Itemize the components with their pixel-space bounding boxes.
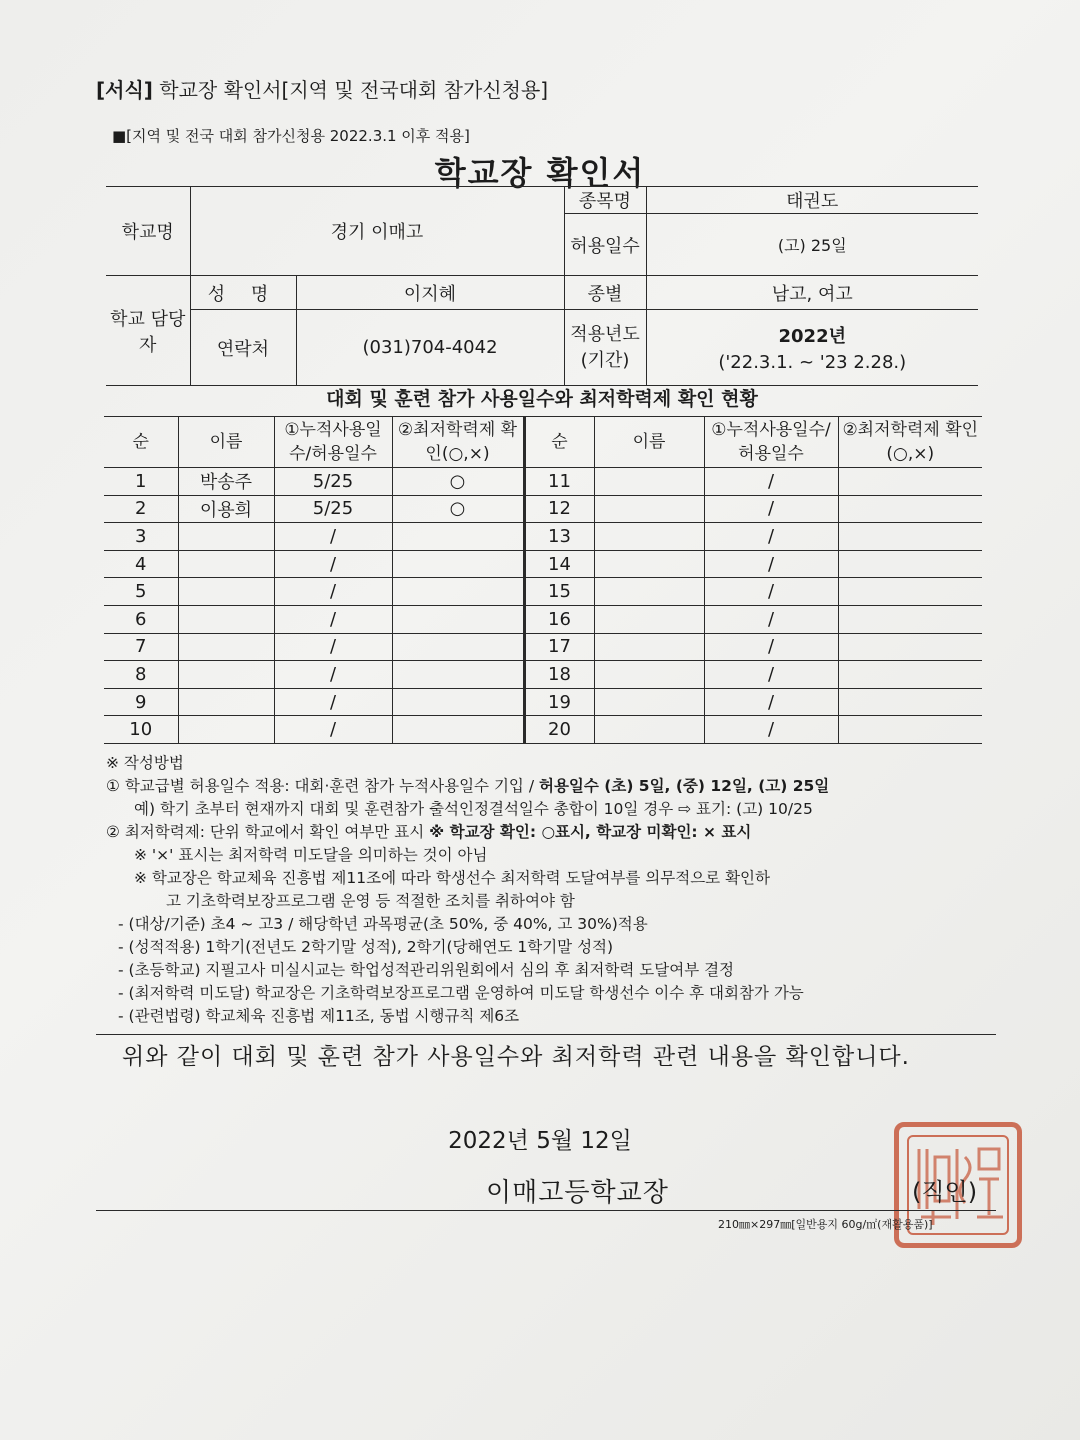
usage-days: / (704, 688, 838, 716)
usage-days: / (274, 661, 392, 689)
document-title: 학교장 확인서 (434, 154, 646, 192)
roster-header-row (104, 417, 982, 468)
min-academic-check (392, 550, 524, 578)
min-academic-check (392, 578, 524, 606)
note-1 (106, 775, 986, 798)
row-number: 7 (104, 633, 178, 661)
student-name (178, 688, 274, 716)
note-2-text: ② 최저학력제: 단위 학교에서 확인 여부만 표시 (106, 823, 430, 841)
roster-title: 대회 및 훈련 참가 사용일수와 최저학력제 확인 현황 (326, 388, 758, 410)
principal-title: 이매고등학교장 (486, 1178, 669, 1208)
seal-label: (직인) (912, 1178, 978, 1206)
row-number: 15 (524, 578, 594, 606)
table-row (104, 523, 982, 551)
min-academic-check (838, 661, 982, 689)
usage-days: / (274, 633, 392, 661)
row-number: 16 (524, 605, 594, 633)
row-number: 3 (104, 523, 178, 551)
sport-label: 종목명 (564, 187, 646, 214)
usage-days: / (274, 523, 392, 551)
note-3: ※ '×' 표시는 최저학력 미도달을 의미하는 것이 아님 (134, 846, 488, 864)
row-number: 12 (524, 495, 594, 523)
row-number: 8 (104, 661, 178, 689)
confirmation-statement: 위와 같이 대회 및 훈련 참가 사용일수와 최저학력 관련 내용을 확인합니다. (122, 1044, 910, 1070)
table-row (104, 716, 982, 744)
note-4-cont: 고 기초학력보장프로그램 운영 등 적절한 조치를 취하여야 함 (166, 892, 575, 910)
student-name (178, 578, 274, 606)
form-label-bold: [서식] (96, 78, 153, 102)
usage-days: / (704, 468, 838, 496)
paper-spec: 210㎜×297㎜[일반용지 60g/㎡(재활용품)] (718, 1218, 933, 1231)
student-name (594, 495, 704, 523)
usage-days: / (704, 495, 838, 523)
table-row (104, 633, 982, 661)
header-check: ②최저학력제 확인(○,×) (392, 417, 524, 468)
usage-days: / (274, 578, 392, 606)
min-academic-check (838, 578, 982, 606)
student-name (178, 633, 274, 661)
usage-days: / (704, 633, 838, 661)
row-number: 9 (104, 688, 178, 716)
row-number: 2 (104, 495, 178, 523)
min-academic-check (838, 605, 982, 633)
gender-label: 종별 (564, 276, 646, 310)
usage-days: / (704, 605, 838, 633)
min-academic-check (838, 688, 982, 716)
school-name-label: 학교명 (106, 187, 190, 276)
student-name: 이용희 (178, 495, 274, 523)
form-label-text: 학교장 확인서[지역 및 전국대회 참가신청용] (159, 78, 549, 102)
min-academic-check (392, 523, 524, 551)
min-academic-check: ○ (392, 495, 524, 523)
note-2 (106, 821, 986, 844)
student-name (594, 688, 704, 716)
notes-heading: ※ 작성방법 (106, 754, 184, 772)
roster-table (104, 416, 982, 744)
period-label: 적용년도 (기간) (564, 310, 646, 386)
note-1-text: ① 학교급별 허용일수 적용: 대회·훈련 참가 누적사용일수 기입 / (106, 777, 539, 795)
header-name: 이름 (594, 417, 704, 468)
sport-value: 태권도 (646, 187, 978, 214)
student-name (594, 661, 704, 689)
usage-days: / (704, 661, 838, 689)
min-academic-check (392, 633, 524, 661)
header-no: 순 (104, 417, 178, 468)
allowed-days-value: (고) 25일 (646, 214, 978, 276)
row-number: 18 (524, 661, 594, 689)
table-row (104, 578, 982, 606)
school-info-table (106, 186, 978, 386)
usage-days: 5/25 (274, 468, 392, 496)
min-academic-check (392, 716, 524, 744)
min-academic-check (838, 468, 982, 496)
divider-line (96, 1034, 996, 1035)
gender-value: 남고, 여고 (646, 276, 978, 310)
note-1-bold: 허용일수 (초) 5일, (중) 12일, (고) 25일 (538, 777, 830, 795)
student-name (594, 633, 704, 661)
applicability-notice: ■[지역 및 전국 대회 참가신청용 2022.3.1 이후 적용] (112, 127, 470, 145)
detail-3: - (초등학교) 지필고사 미실시교는 학업성적관리위원회에서 심의 후 최저학력 도달여부 결정 (118, 961, 735, 979)
table-row (104, 550, 982, 578)
period-year: 2022년 (778, 326, 846, 347)
min-academic-check (838, 716, 982, 744)
row-number: 17 (524, 633, 594, 661)
student-name (594, 605, 704, 633)
table-row (104, 688, 982, 716)
note-4: ※ 학교장은 학교체육 진흥법 제11조에 따라 학생선수 최저학력 도달여부를 의무적으로 확인하 (134, 869, 770, 887)
min-academic-check: ○ (392, 468, 524, 496)
contact-value: (031)704-4042 (296, 310, 564, 386)
min-academic-check (392, 661, 524, 689)
row-number: 19 (524, 688, 594, 716)
min-academic-check (838, 550, 982, 578)
note-2-bold: ※ 학교장 확인: ○표시, 학교장 미확인: × 표시 (429, 823, 752, 841)
usage-days: / (274, 605, 392, 633)
period-cell (646, 310, 978, 386)
student-name (594, 523, 704, 551)
row-number: 14 (524, 550, 594, 578)
detail-2: - (성적적용) 1학기(전년도 2학기말 성적), 2학기(당해연도 1학기말 성적) (118, 938, 614, 956)
usage-days: / (274, 716, 392, 744)
row-number: 11 (524, 468, 594, 496)
min-academic-check (838, 633, 982, 661)
student-name (178, 605, 274, 633)
roster-body (104, 417, 982, 744)
row-number: 5 (104, 578, 178, 606)
header-no: 순 (524, 417, 594, 468)
staff-name-label: 성 명 (190, 276, 296, 310)
student-name: 박송주 (178, 468, 274, 496)
staff-label: 학교 담당자 (106, 276, 190, 386)
min-academic-check (838, 523, 982, 551)
staff-name-value: 이지혜 (296, 276, 564, 310)
student-name (178, 661, 274, 689)
instructions (106, 752, 986, 1028)
student-name (594, 716, 704, 744)
usage-days: / (274, 550, 392, 578)
table-row (104, 661, 982, 689)
min-academic-check (392, 688, 524, 716)
row-number: 1 (104, 468, 178, 496)
usage-days: / (704, 523, 838, 551)
table-row (104, 468, 982, 496)
row-number: 6 (104, 605, 178, 633)
usage-days: / (704, 578, 838, 606)
detail-4: - (최저학력 미도달) 학교장은 기초학력보장프로그램 운영하여 미도달 학생선수 이수 후 대회참가 가능 (118, 984, 804, 1002)
row-number: 4 (104, 550, 178, 578)
header-usage: ①누적사용일수/허용일수 (704, 417, 838, 468)
student-name (594, 578, 704, 606)
student-name (594, 468, 704, 496)
student-name (594, 550, 704, 578)
student-name (178, 716, 274, 744)
allowed-days-label: 허용일수 (564, 214, 646, 276)
detail-1: - (대상/기준) 초4 ~ 고3 / 해당학년 과목평균(초 50%, 중 40%, 고 30%)적용 (118, 915, 648, 933)
min-academic-check (838, 495, 982, 523)
table-row (104, 605, 982, 633)
usage-days: / (704, 550, 838, 578)
student-name (178, 550, 274, 578)
school-name-value: 경기 이매고 (190, 187, 564, 276)
min-academic-check (392, 605, 524, 633)
note-1-example: 예) 학기 초부터 현재까지 대회 및 훈련참가 출석인정결석일수 총합이 10일 경우 ⇨ 표기: (고) 10/25 (134, 800, 813, 818)
header-usage: ①누적사용일수/허용일수 (274, 417, 392, 468)
detail-5: - (관련법령) 학교체육 진흥법 제11조, 동법 시행규칙 제6조 (118, 1007, 520, 1025)
usage-days: / (704, 716, 838, 744)
header-name: 이름 (178, 417, 274, 468)
usage-days: 5/25 (274, 495, 392, 523)
row-number: 13 (524, 523, 594, 551)
row-number: 20 (524, 716, 594, 744)
usage-days: / (274, 688, 392, 716)
issue-date: 2022년 5월 12일 (448, 1128, 632, 1154)
footer-line (96, 1210, 996, 1211)
table-row (104, 495, 982, 523)
form-label (96, 74, 548, 103)
student-name (178, 523, 274, 551)
header-check: ②최저학력제 확인(○,×) (838, 417, 982, 468)
period-range: ('22.3.1. ~ '23 2.28.) (718, 352, 907, 373)
row-number: 10 (104, 716, 178, 744)
contact-label: 연락처 (190, 310, 296, 386)
